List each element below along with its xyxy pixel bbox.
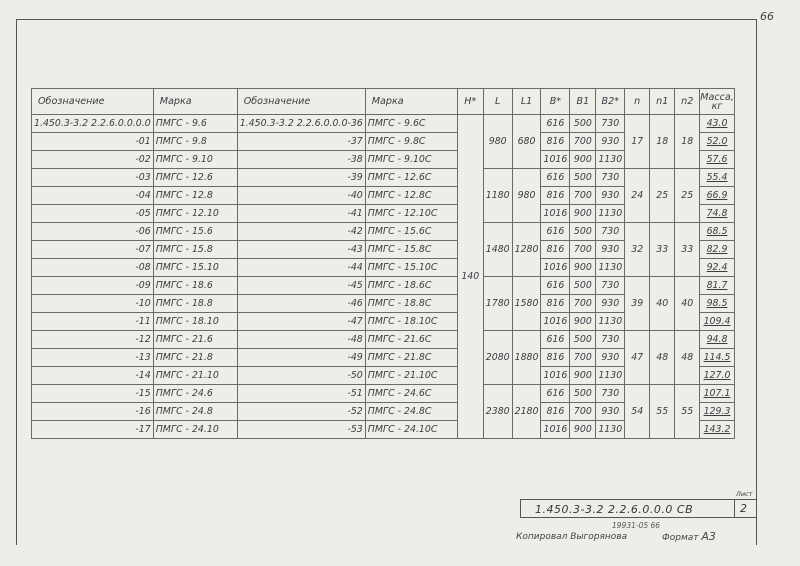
cell-b: 816	[541, 295, 570, 313]
table-header-row	[32, 89, 735, 115]
cell-b1: 700	[570, 187, 596, 205]
cell-mark: ПМГС - 9.6	[153, 115, 237, 133]
header-designation-2: Обозначение	[237, 89, 365, 115]
cell-designation-2: -46	[237, 295, 365, 313]
header-h: H*	[457, 89, 483, 115]
header-mass: Масса, кг	[700, 89, 735, 115]
cell-mass: 82.9	[700, 241, 735, 259]
format-label: Формат	[662, 533, 699, 543]
cell-b2: 1130	[596, 151, 625, 169]
cell-designation-2: -39	[237, 169, 365, 187]
cell-b1: 900	[570, 205, 596, 223]
cell-designation: -06	[32, 223, 154, 241]
cell-designation: -05	[32, 205, 154, 223]
cell-b: 1016	[541, 259, 570, 277]
cell-designation-2: -41	[237, 205, 365, 223]
page-number: 66	[760, 10, 774, 23]
cell-mark-2: ПМГС - 12.10С	[365, 205, 457, 223]
cell-designation: -07	[32, 241, 154, 259]
header-b1: B1	[570, 89, 596, 115]
cell-mark: ПМГС - 15.6	[153, 223, 237, 241]
cell-mass: 92.4	[700, 259, 735, 277]
cell-n2: 25	[675, 169, 700, 223]
cell-l: 980	[483, 115, 512, 169]
cell-b1: 900	[570, 421, 596, 439]
cell-mark: ПМГС - 21.10	[153, 367, 237, 385]
cell-mark: ПМГС - 18.10	[153, 313, 237, 331]
cell-l: 1780	[483, 277, 512, 331]
header-l1: L1	[512, 89, 541, 115]
cell-b1: 500	[570, 223, 596, 241]
cell-b: 1016	[541, 421, 570, 439]
cell-mass: 68.5	[700, 223, 735, 241]
cell-b2: 1130	[596, 421, 625, 439]
cell-designation-2: -45	[237, 277, 365, 295]
cell-b: 816	[541, 403, 570, 421]
cell-designation: -01	[32, 133, 154, 151]
cell-b2: 730	[596, 115, 625, 133]
cell-mark-2: ПМГС - 9.8С	[365, 133, 457, 151]
cell-b2: 1130	[596, 367, 625, 385]
cell-l: 2080	[483, 331, 512, 385]
cell-b: 1016	[541, 367, 570, 385]
cell-designation: -14	[32, 367, 154, 385]
cell-n1: 48	[650, 331, 675, 385]
cell-designation-2: -37	[237, 133, 365, 151]
cell-n2: 48	[675, 331, 700, 385]
cell-h: 140	[457, 115, 483, 439]
cell-mark: ПМГС - 24.6	[153, 385, 237, 403]
cell-mass: 81.7	[700, 277, 735, 295]
cell-mark-2: ПМГС - 18.10С	[365, 313, 457, 331]
doc-code: 19931-05 66	[612, 521, 661, 530]
cell-designation: -12	[32, 331, 154, 349]
cell-b1: 500	[570, 331, 596, 349]
cell-designation-2: -53	[237, 421, 365, 439]
cell-n: 32	[625, 223, 650, 277]
cell-b2: 730	[596, 277, 625, 295]
cell-b1: 900	[570, 151, 596, 169]
cell-l1: 2180	[512, 385, 541, 439]
cell-designation: -11	[32, 313, 154, 331]
cell-designation-2: 1.450.3-3.2 2.2.6.0.0.0-36	[237, 115, 365, 133]
cell-mark: ПМГС - 12.10	[153, 205, 237, 223]
cell-b: 816	[541, 241, 570, 259]
cell-n: 17	[625, 115, 650, 169]
cell-n: 54	[625, 385, 650, 439]
cell-designation-2: -49	[237, 349, 365, 367]
table-body	[32, 115, 735, 439]
cell-mass: 52.0	[700, 133, 735, 151]
cell-n: 39	[625, 277, 650, 331]
cell-b1: 500	[570, 115, 596, 133]
cell-b1: 700	[570, 349, 596, 367]
cell-mark-2: ПМГС - 15.8С	[365, 241, 457, 259]
header-l: L	[483, 89, 512, 115]
cell-b1: 700	[570, 295, 596, 313]
cell-b: 616	[541, 223, 570, 241]
cell-b1: 900	[570, 367, 596, 385]
cell-designation: -09	[32, 277, 154, 295]
cell-n1: 55	[650, 385, 675, 439]
cell-mass: 66.9	[700, 187, 735, 205]
cell-mark-2: ПМГС - 15.10С	[365, 259, 457, 277]
cell-designation-2: -47	[237, 313, 365, 331]
cell-n: 24	[625, 169, 650, 223]
cell-designation-2: -44	[237, 259, 365, 277]
cell-b: 616	[541, 385, 570, 403]
cell-l1: 1880	[512, 331, 541, 385]
cell-mark-2: ПМГС - 9.10С	[365, 151, 457, 169]
cell-mark-2: ПМГС - 21.10С	[365, 367, 457, 385]
header-n: n	[625, 89, 650, 115]
cell-designation: -16	[32, 403, 154, 421]
table-row	[32, 169, 735, 187]
cell-mark-2: ПМГС - 15.6С	[365, 223, 457, 241]
cell-l1: 1280	[512, 223, 541, 277]
cell-n1: 25	[650, 169, 675, 223]
cell-b: 1016	[541, 205, 570, 223]
cell-mark-2: ПМГС - 12.6С	[365, 169, 457, 187]
cell-n1: 33	[650, 223, 675, 277]
cell-designation: -17	[32, 421, 154, 439]
cell-mark: ПМГС - 9.10	[153, 151, 237, 169]
cell-designation: -10	[32, 295, 154, 313]
cell-b: 816	[541, 187, 570, 205]
cell-mark: ПМГС - 21.8	[153, 349, 237, 367]
cell-designation-2: -52	[237, 403, 365, 421]
cell-n2: 40	[675, 277, 700, 331]
cell-mark-2: ПМГС - 9.6С	[365, 115, 457, 133]
cell-b: 1016	[541, 151, 570, 169]
cell-b: 816	[541, 133, 570, 151]
cell-mark: ПМГС - 12.8	[153, 187, 237, 205]
cell-mark: ПМГС - 12.6	[153, 169, 237, 187]
cell-mass: 114.5	[700, 349, 735, 367]
cell-mark-2: ПМГС - 24.8С	[365, 403, 457, 421]
table-row	[32, 277, 735, 295]
cell-mark: ПМГС - 18.6	[153, 277, 237, 295]
specification-table	[31, 88, 735, 439]
cell-l: 2380	[483, 385, 512, 439]
cell-mark: ПМГС - 15.8	[153, 241, 237, 259]
table-row	[32, 331, 735, 349]
cell-mark-2: ПМГС - 21.6С	[365, 331, 457, 349]
copied-by: Копировал Выгорянова	[516, 532, 628, 542]
cell-b: 1016	[541, 313, 570, 331]
cell-designation: -15	[32, 385, 154, 403]
header-mark-2: Марка	[365, 89, 457, 115]
header-n1: n1	[650, 89, 675, 115]
cell-b: 616	[541, 169, 570, 187]
cell-b2: 930	[596, 295, 625, 313]
cell-designation-2: -38	[237, 151, 365, 169]
cell-n1: 18	[650, 115, 675, 169]
cell-mark-2: ПМГС - 24.10С	[365, 421, 457, 439]
cell-mark-2: ПМГС - 21.8С	[365, 349, 457, 367]
cell-mass: 107.1	[700, 385, 735, 403]
cell-l1: 980	[512, 169, 541, 223]
cell-mark: ПМГС - 9.8	[153, 133, 237, 151]
sheet-number: 2	[740, 502, 747, 515]
header-n2: n2	[675, 89, 700, 115]
cell-n1: 40	[650, 277, 675, 331]
cell-l1: 1580	[512, 277, 541, 331]
header-mark: Марка	[153, 89, 237, 115]
cell-b: 616	[541, 115, 570, 133]
table-row	[32, 115, 735, 133]
cell-designation: -04	[32, 187, 154, 205]
cell-b: 816	[541, 349, 570, 367]
cell-mass: 98.5	[700, 295, 735, 313]
cell-l: 1180	[483, 169, 512, 223]
cell-mark: ПМГС - 24.8	[153, 403, 237, 421]
cell-designation: -08	[32, 259, 154, 277]
cell-b2: 930	[596, 241, 625, 259]
cell-b1: 700	[570, 403, 596, 421]
cell-mark: ПМГС - 24.10	[153, 421, 237, 439]
cell-designation: -03	[32, 169, 154, 187]
header-b2: B2*	[596, 89, 625, 115]
cell-b1: 900	[570, 259, 596, 277]
cell-designation-2: -51	[237, 385, 365, 403]
format-value: А3	[701, 530, 716, 543]
cell-b2: 1130	[596, 259, 625, 277]
cell-mass: 74.8	[700, 205, 735, 223]
cell-b2: 930	[596, 403, 625, 421]
cell-n2: 55	[675, 385, 700, 439]
cell-n2: 18	[675, 115, 700, 169]
cell-designation-2: -48	[237, 331, 365, 349]
cell-b2: 730	[596, 331, 625, 349]
cell-n2: 33	[675, 223, 700, 277]
cell-b2: 930	[596, 133, 625, 151]
format-info	[662, 530, 716, 543]
table-row	[32, 385, 735, 403]
sheet-label: Лист	[736, 490, 753, 498]
cell-b1: 700	[570, 241, 596, 259]
cell-designation-2: -50	[237, 367, 365, 385]
cell-b2: 1130	[596, 313, 625, 331]
cell-b: 616	[541, 331, 570, 349]
cell-b1: 500	[570, 385, 596, 403]
cell-b2: 730	[596, 385, 625, 403]
cell-b: 616	[541, 277, 570, 295]
cell-designation-2: -43	[237, 241, 365, 259]
cell-b2: 1130	[596, 205, 625, 223]
cell-b1: 900	[570, 313, 596, 331]
cell-mark-2: ПМГС - 12.8С	[365, 187, 457, 205]
cell-mark-2: ПМГС - 18.8С	[365, 295, 457, 313]
cell-mark: ПМГС - 21.6	[153, 331, 237, 349]
cell-b1: 500	[570, 277, 596, 295]
cell-mark-2: ПМГС - 18.6С	[365, 277, 457, 295]
cell-designation: 1.450.3-3.2 2.2.6.0.0.0.0	[32, 115, 154, 133]
cell-designation: -02	[32, 151, 154, 169]
cell-mark: ПМГС - 18.8	[153, 295, 237, 313]
header-designation: Обозначение	[32, 89, 154, 115]
cell-l: 1480	[483, 223, 512, 277]
cell-mass: 129.3	[700, 403, 735, 421]
cell-mass: 57.6	[700, 151, 735, 169]
cell-b2: 730	[596, 223, 625, 241]
cell-mark-2: ПМГС - 24.6С	[365, 385, 457, 403]
cell-b2: 930	[596, 187, 625, 205]
cell-designation-2: -42	[237, 223, 365, 241]
cell-designation: -13	[32, 349, 154, 367]
cell-mass: 109.4	[700, 313, 735, 331]
cell-mark: ПМГС - 15.10	[153, 259, 237, 277]
cell-l1: 680	[512, 115, 541, 169]
cell-mass: 127.0	[700, 367, 735, 385]
cell-b2: 730	[596, 169, 625, 187]
stamp-designation: 1.450.3-3.2 2.2.6.0.0.0 СВ	[520, 499, 734, 518]
cell-mass: 55.4	[700, 169, 735, 187]
cell-mass: 143.2	[700, 421, 735, 439]
cell-mass: 43.0	[700, 115, 735, 133]
cell-b2: 930	[596, 349, 625, 367]
cell-b1: 700	[570, 133, 596, 151]
header-b: B*	[541, 89, 570, 115]
cell-b1: 500	[570, 169, 596, 187]
cell-designation-2: -40	[237, 187, 365, 205]
table-row	[32, 223, 735, 241]
cell-n: 47	[625, 331, 650, 385]
cell-mass: 94.8	[700, 331, 735, 349]
